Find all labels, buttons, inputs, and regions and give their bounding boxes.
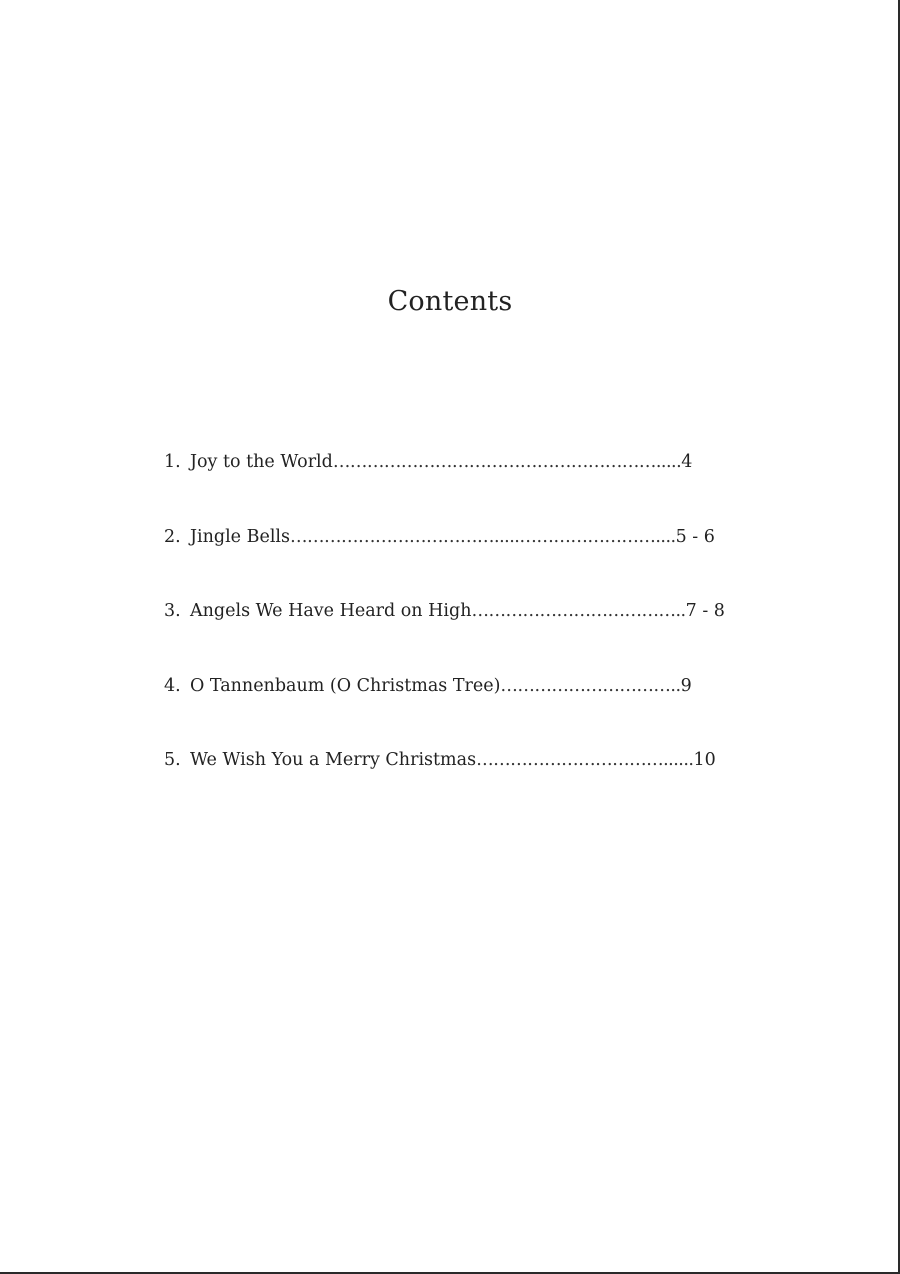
toc-entry-1 — [164, 448, 725, 523]
toc-entry-title: Angels We Have Heard on High — [190, 601, 472, 621]
toc-entry-page: 10 — [693, 750, 716, 770]
toc-entry-leader: …………………………………………………..... — [332, 452, 682, 472]
toc-entry-title: Jingle Bells — [190, 526, 290, 547]
toc-entry-page: 4 — [681, 452, 693, 472]
toc-entry-page: 5 - 6 — [675, 526, 715, 547]
toc-entry-5 — [164, 746, 725, 821]
toc-entry-2 — [164, 523, 725, 598]
toc-entry-title: We Wish You a Merry Christmas — [190, 750, 477, 770]
toc-entry-title: Joy to the World — [190, 452, 333, 472]
toc-entry-leader: ……………………………...... — [476, 750, 694, 770]
toc-entry-number: 4. — [164, 675, 181, 696]
table-of-contents — [164, 448, 725, 821]
toc-entry-leader: ………………………….. — [500, 675, 681, 696]
toc-entry-number: 3. — [164, 601, 181, 621]
toc-entry-4 — [164, 672, 725, 747]
toc-entry-number: 5. — [164, 750, 181, 770]
toc-entry-leader: ……………………………….. — [471, 601, 686, 621]
toc-entry-page: 9 — [680, 675, 692, 696]
toc-entry-number: 1. — [164, 452, 181, 472]
toc-entry-leader: ……………………………….....…………………….... — [290, 526, 676, 547]
page-title: Contents — [387, 286, 513, 317]
toc-entry-title: O Tannenbaum (O Christmas Tree) — [190, 675, 501, 696]
toc-entry-number: 2. — [164, 526, 181, 547]
toc-entry-3 — [164, 597, 725, 672]
toc-entry-page: 7 - 8 — [685, 601, 725, 621]
